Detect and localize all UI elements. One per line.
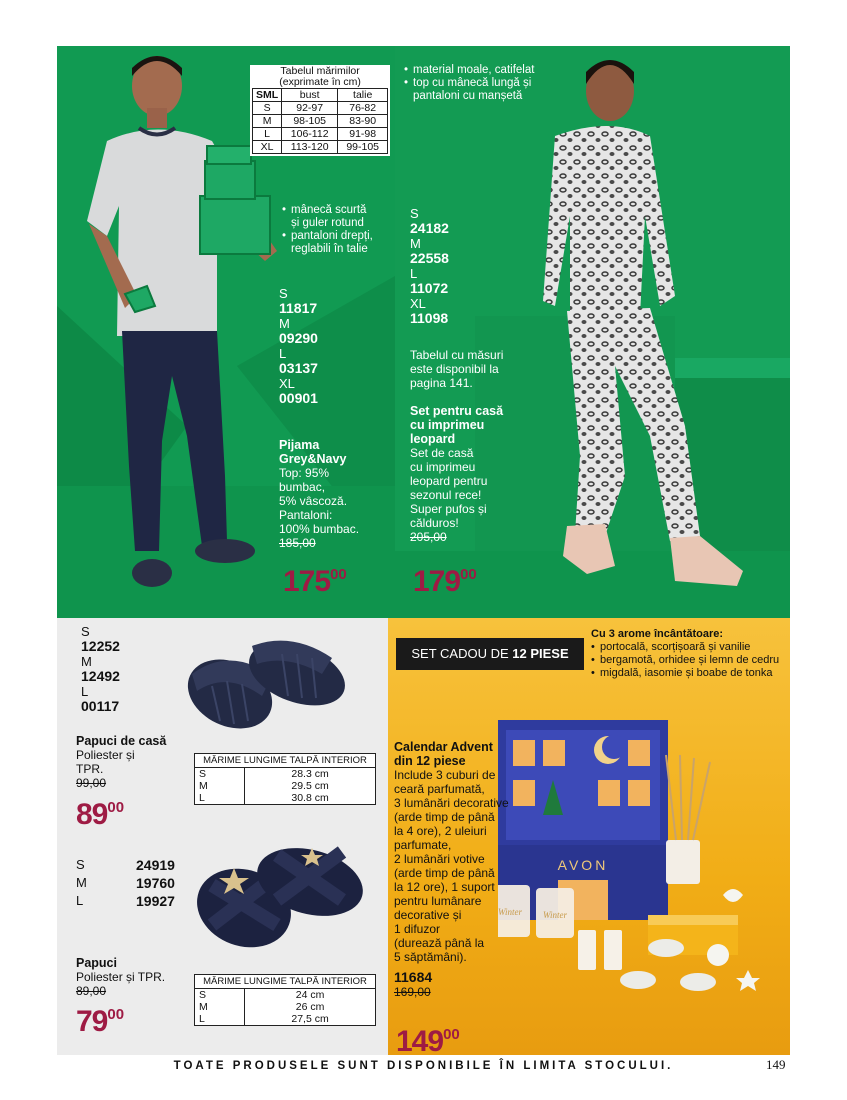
aromas-block: [591, 628, 789, 680]
product-desc: cu imprimeu: [410, 460, 476, 474]
size-label: M: [279, 316, 290, 331]
product-code: 11684: [394, 969, 433, 985]
product-code: 24182: [410, 220, 449, 236]
product-code: 19927: [136, 893, 175, 909]
table-cell: S: [195, 768, 245, 781]
size-label: M: [410, 236, 421, 251]
product-desc: la 12 ore), 1 suport: [394, 880, 495, 894]
table-header: talie: [338, 89, 388, 102]
product-title: cu imprimeu: [410, 418, 485, 432]
price-integer: 175: [283, 565, 331, 598]
price-decimal: 00: [460, 566, 477, 583]
advent-calendar-panel: [388, 618, 790, 1055]
product-title: Grey&Navy: [279, 452, 347, 466]
table-cell: S: [253, 102, 282, 115]
table-row: [195, 1001, 376, 1013]
price-decimal: 00: [107, 799, 125, 816]
gift-set-banner: [396, 638, 584, 670]
slippers-panel: [57, 618, 388, 1055]
cross-slippers-image: [192, 830, 372, 960]
product-desc: Set de casă: [410, 446, 474, 460]
product-desc: 1 difuzor: [394, 922, 441, 936]
pajama-size-table: [250, 65, 390, 156]
old-price: 99,00: [76, 776, 107, 790]
table-row: [195, 792, 376, 805]
stock-disclaimer: TOATE PRODUSELE SUNT DISPONIBILE ÎN LIMITA STOCULUI.: [173, 1060, 674, 1072]
product-desc: Poliester și TPR.: [76, 970, 166, 984]
old-price: 169,00: [394, 985, 431, 999]
feature-item: pantaloni cu manșetă: [413, 90, 523, 102]
product-desc: (durează până la: [394, 936, 485, 950]
product-code: 24919: [136, 857, 175, 873]
table-row: [195, 989, 376, 1002]
table-row: [195, 975, 376, 989]
size-label: M: [76, 875, 87, 890]
table-row: [195, 1013, 376, 1026]
feature-item: • material moale, catifelat: [404, 64, 604, 77]
table-row: [195, 780, 376, 792]
table-cell: L: [195, 792, 245, 805]
table-cell: M: [253, 115, 282, 128]
size-label: S: [410, 206, 419, 221]
price-decimal: 00: [330, 566, 347, 583]
price-integer: 89: [76, 798, 108, 831]
aroma-item: • migdală, iasomie și boabe de tonka: [591, 667, 789, 680]
feature-item: reglabili în talie: [291, 243, 368, 255]
banner-bold: 12 PIESE: [512, 646, 569, 661]
product-code: 11098: [410, 310, 449, 326]
product-code: 22558: [410, 250, 449, 266]
table-cell: 113-120: [282, 141, 338, 154]
table-cell: M: [195, 780, 245, 792]
table-row: [195, 754, 376, 768]
product-desc: decorative și: [394, 908, 462, 922]
cross-slippers-sole-table: [194, 974, 376, 1026]
leopard-info: [410, 348, 520, 544]
table-header: MĂRIME LUNGIME TALPĂ INTERIOR: [195, 975, 376, 989]
product-title: Papuci de casă: [76, 734, 167, 748]
product-desc: 5 săptămâni).: [394, 950, 467, 964]
price-integer: 149: [396, 1025, 444, 1055]
house-slippers-sole-table: [194, 753, 376, 805]
price-integer: 179: [413, 565, 461, 598]
table-note: este disponibil la: [410, 362, 499, 376]
leopard-set-panel: [395, 46, 790, 618]
feature-item: • pantaloni drepți,: [282, 230, 394, 243]
product-code: 12252: [81, 638, 120, 654]
product-desc: Top: 95%: [279, 466, 330, 480]
list-item: [76, 892, 175, 910]
feature-item: și guler rotund: [291, 217, 364, 229]
size-label: M: [81, 654, 92, 669]
product-title: leopard: [410, 432, 456, 446]
size-label: L: [81, 684, 89, 699]
table-row: [253, 102, 388, 115]
leopard-features: [404, 64, 604, 103]
product-code: 09290: [279, 330, 318, 346]
old-price: 185,00: [279, 536, 316, 550]
table-cell: 98-105: [282, 115, 338, 128]
product-desc: ceară parfumată,: [394, 782, 485, 796]
table-cell: 29.5 cm: [245, 780, 376, 792]
size-label: L: [410, 266, 418, 281]
product-code: 12492: [81, 668, 120, 684]
product-desc: la 4 ore), 2 uleiuri: [394, 824, 487, 838]
product-desc: 3 lumânări decorative: [394, 796, 509, 810]
product-desc: Poliester și: [76, 748, 135, 762]
price: [283, 560, 347, 597]
table-cell: M: [195, 1001, 245, 1013]
old-price: 205,00: [410, 530, 447, 544]
page-number: 149: [766, 1057, 786, 1072]
product-desc: 100% bumbac.: [279, 522, 360, 536]
pajama-codes: [279, 286, 318, 406]
size-label: S: [76, 857, 85, 872]
table-cell: 76-82: [338, 102, 388, 115]
product-desc: călduros!: [410, 516, 459, 530]
product-desc: TPR.: [76, 762, 104, 776]
table-cell: 83-90: [338, 115, 388, 128]
aroma-item: • portocală, scorțișoară și vanilie: [591, 641, 789, 654]
price-integer: 79: [76, 1005, 108, 1038]
table-cell: 27,5 cm: [245, 1013, 376, 1026]
size-label: L: [279, 346, 287, 361]
table-cell: 26 cm: [245, 1001, 376, 1013]
size-label: S: [81, 624, 90, 639]
table-cell: XL: [253, 141, 282, 154]
product-desc: Pantaloni:: [279, 508, 333, 522]
product-code: 11072: [410, 280, 449, 296]
list-item: [76, 874, 175, 892]
cross-slippers-info: [76, 956, 196, 998]
pajama-panel: [57, 46, 395, 618]
product-title: Pijama: [279, 438, 320, 452]
table-row: [253, 115, 388, 128]
product-title: Set pentru casă: [410, 404, 504, 418]
product-code: 11817: [279, 300, 318, 316]
feature-item: • mânecă scurtă: [282, 204, 394, 217]
product-desc: sezonul rece!: [410, 488, 482, 502]
product-code: 03137: [279, 360, 318, 376]
table-row: [253, 141, 388, 154]
leopard-codes: [410, 206, 449, 326]
size-table-subtitle: (exprimate în cm): [279, 76, 361, 88]
price-decimal: 00: [107, 1006, 125, 1023]
product-desc: 2 lumânări votive: [394, 852, 485, 866]
product-title: din 12 piese: [394, 754, 466, 768]
product-desc: pentru lumânare: [394, 894, 482, 908]
product-title: Calendar Advent: [394, 740, 493, 754]
aromas-title: Cu 3 arome încântătoare:: [591, 628, 724, 640]
table-cell: L: [195, 1013, 245, 1026]
pajama-features: [282, 204, 394, 256]
price: [396, 1020, 460, 1055]
product-code: 00901: [279, 390, 318, 406]
table-cell: S: [195, 989, 245, 1002]
product-desc: Include 3 cuburi de: [394, 768, 496, 782]
price: [413, 560, 477, 597]
price-decimal: 00: [443, 1026, 460, 1043]
cross-slippers-codes: [76, 856, 175, 910]
aroma-item: • bergamotă, orhidee și lemn de cedru: [591, 654, 789, 667]
product-desc: Super pufos și: [410, 502, 487, 516]
size-table-grid: [252, 88, 388, 154]
candle-label: Winter: [498, 907, 522, 917]
table-header: bust: [282, 89, 338, 102]
box-brand-text: AVON: [557, 857, 609, 873]
aromas-list: [591, 641, 789, 680]
list-item: [76, 856, 175, 874]
advent-calendar-image: [498, 720, 790, 995]
feature-item: • top cu mânecă lungă și: [404, 77, 604, 90]
table-cell: 91-98: [338, 128, 388, 141]
product-code: 19760: [136, 875, 175, 891]
table-header: SML: [253, 89, 282, 102]
banner-prefix: SET CADOU DE: [411, 646, 513, 661]
product-desc: (arde timp de până: [394, 866, 495, 880]
table-cell: L: [253, 128, 282, 141]
size-label: XL: [410, 296, 426, 311]
table-row: [253, 128, 388, 141]
house-slippers-codes: [81, 624, 120, 714]
price: [76, 1000, 124, 1037]
size-label: S: [279, 286, 288, 301]
pajama-info: [279, 438, 394, 550]
table-cell: 106-112: [282, 128, 338, 141]
product-title: Papuci: [76, 956, 117, 970]
table-cell: 30.8 cm: [245, 792, 376, 805]
table-note: pagina 141.: [410, 376, 473, 390]
house-slippers-image: [182, 626, 357, 746]
table-cell: 24 cm: [245, 989, 376, 1002]
candle-label: Winter: [543, 910, 567, 920]
product-desc: bumbac,: [279, 480, 326, 494]
table-row: [195, 768, 376, 781]
table-cell: 28.3 cm: [245, 768, 376, 781]
house-slippers-info: [76, 734, 186, 790]
table-cell: 99-105: [338, 141, 388, 154]
size-label: L: [76, 893, 84, 908]
price: [76, 793, 124, 830]
table-row: [253, 89, 388, 102]
advent-info: [394, 740, 519, 999]
product-desc: 5% vâscoză.: [279, 494, 348, 508]
table-header: MĂRIME LUNGIME TALPĂ INTERIOR: [195, 754, 376, 768]
table-note: Tabelul cu măsuri: [410, 348, 504, 362]
product-desc: parfumate,: [394, 838, 452, 852]
product-desc: (arde timp de până: [394, 810, 495, 824]
product-desc: leopard pentru: [410, 474, 488, 488]
old-price: 89,00: [76, 984, 107, 998]
size-table-title: Tabelul mărimilor: [280, 65, 360, 77]
product-code: 00117: [81, 698, 120, 714]
size-label: XL: [279, 376, 295, 391]
table-cell: 92-97: [282, 102, 338, 115]
